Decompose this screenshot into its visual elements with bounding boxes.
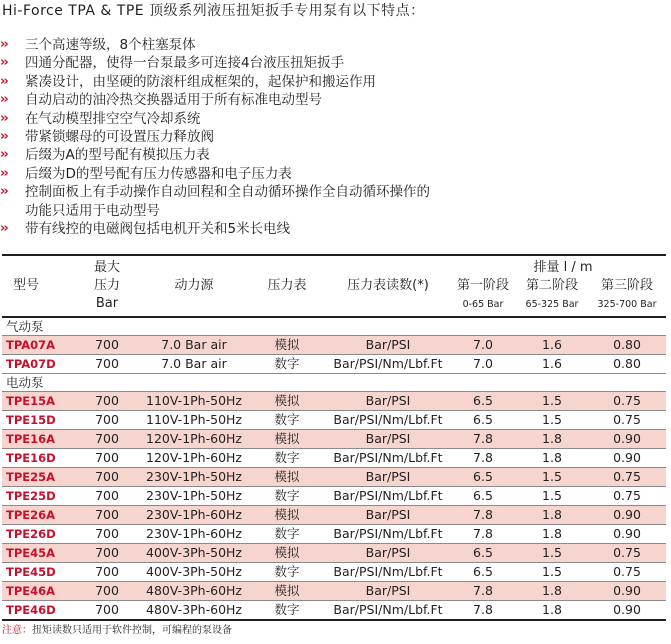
cell-max-pressure: 700 <box>95 488 119 503</box>
cell-gauge-reading: Bar/PSI/Nm/Lbf.Ft <box>333 602 443 617</box>
feature-text: 自动启动的油冷热交换器适用于所有标准电动型号 <box>25 92 322 109</box>
cell-gauge: 模拟 <box>274 545 300 560</box>
feature-text: 紧凑设计，由坚硬的防滚杆组成框架的，起保护和搬运作用 <box>25 73 376 90</box>
cell-stage2: 1.8 <box>542 450 562 465</box>
header-flow: 排量 l / m <box>533 260 593 275</box>
cell-max-pressure: 700 <box>95 393 119 408</box>
cell-gauge-reading: Bar/PSI <box>365 431 411 446</box>
cell-gauge: 数字 <box>274 602 300 617</box>
footnote-label: 注意： <box>2 625 32 636</box>
cell-power-source: 230V-1Ph-60Hz <box>146 526 242 541</box>
chevron-bullet-icon: ›› <box>0 220 7 236</box>
feature-item <box>0 91 668 109</box>
feature-item <box>0 110 668 128</box>
cell-gauge-reading: Bar/PSI <box>365 337 411 352</box>
cell-stage3: 0.90 <box>613 526 641 541</box>
cell-stage2: 1.8 <box>542 507 562 522</box>
cell-power-source: 110V-1Ph-50Hz <box>146 412 242 427</box>
header-stage1: 第一阶段 <box>456 278 509 293</box>
feature-item <box>0 54 668 72</box>
cell-max-pressure: 700 <box>95 583 119 598</box>
cell-stage3: 0.90 <box>613 507 641 522</box>
cell-stage3: 0.80 <box>613 337 641 352</box>
cell-max-pressure: 700 <box>95 469 119 484</box>
cell-stage3: 0.90 <box>613 583 641 598</box>
section-header: 气动泵 <box>2 318 666 336</box>
cell-stage2: 1.5 <box>542 393 562 408</box>
table-row <box>2 525 666 544</box>
table-row <box>2 411 666 430</box>
cell-gauge: 模拟 <box>274 393 300 408</box>
cell-model: TPA07A <box>6 338 56 352</box>
feature-item <box>0 220 668 238</box>
cell-max-pressure: 700 <box>95 507 119 522</box>
cell-stage1: 7.0 <box>473 337 493 352</box>
cell-stage2: 1.8 <box>542 602 562 617</box>
feature-text: 后缀为A的型号配有模拟压力表 <box>25 147 210 164</box>
cell-stage1: 6.5 <box>473 488 493 503</box>
cell-model: TPA07D <box>6 357 56 371</box>
cell-stage1: 7.8 <box>473 602 493 617</box>
cell-gauge: 数字 <box>274 526 300 541</box>
cell-stage1: 6.5 <box>473 393 493 408</box>
cell-model: TPE15D <box>6 413 56 427</box>
feature-item <box>0 128 668 146</box>
cell-max-pressure: 700 <box>95 431 119 446</box>
cell-gauge: 数字 <box>274 564 300 579</box>
cell-max-pressure: 700 <box>95 450 119 465</box>
feature-item <box>0 73 668 91</box>
feature-text: 控制面板上有手动操作自动回程和全自动循环操作全自动循环操作的 <box>25 184 430 201</box>
cell-power-source: 400V-3Ph-50Hz <box>146 545 242 560</box>
feature-text: 带紧锁螺母的可设置压力释放阀 <box>25 128 214 145</box>
cell-stage1: 7.8 <box>473 431 493 446</box>
chevron-bullet-icon: ›› <box>0 165 7 181</box>
footnote-text: 扭矩读数只适用于软件控制，可编程的泵设备 <box>32 625 232 636</box>
cell-model: TPE26D <box>6 527 56 541</box>
table-row <box>2 449 666 468</box>
header-stage3-range: 325-700 Bar <box>597 299 657 310</box>
cell-stage1: 7.8 <box>473 450 493 465</box>
table-row <box>2 544 666 563</box>
section-header: 电动泵 <box>2 374 666 392</box>
chevron-bullet-icon: ›› <box>0 147 7 163</box>
cell-gauge: 数字 <box>274 412 300 427</box>
cell-stage2: 1.5 <box>542 564 562 579</box>
cell-stage3: 0.75 <box>613 469 641 484</box>
header-max-pressure-unit: Bar <box>95 296 119 311</box>
cell-max-pressure: 700 <box>95 337 119 352</box>
cell-stage2: 1.6 <box>542 337 562 352</box>
cell-stage1: 6.5 <box>473 412 493 427</box>
cell-power-source: 7.0 Bar air <box>161 337 227 352</box>
table-row <box>2 468 666 487</box>
feature-text: 四通分配器，使得一台泵最多可连接4台液压扭矩扳手 <box>25 55 345 72</box>
cell-max-pressure: 700 <box>95 602 119 617</box>
table-row <box>2 582 666 601</box>
cell-gauge-reading: Bar/PSI <box>365 469 411 484</box>
cell-gauge-reading: Bar/PSI/Nm/Lbf.Ft <box>333 412 443 427</box>
cell-max-pressure: 700 <box>95 545 119 560</box>
cell-max-pressure: 700 <box>95 356 119 371</box>
cell-power-source: 230V-1Ph-50Hz <box>146 469 242 484</box>
cell-stage1: 7.0 <box>473 356 493 371</box>
cell-model: TPE25A <box>6 470 56 484</box>
cell-gauge: 数字 <box>274 356 300 371</box>
table-row <box>2 506 666 525</box>
cell-stage2: 1.8 <box>542 431 562 446</box>
cell-power-source: 120V-1Ph-60Hz <box>146 431 242 446</box>
cell-power-source: 230V-1Ph-60Hz <box>146 507 242 522</box>
cell-gauge: 模拟 <box>274 337 300 352</box>
table-body <box>2 318 666 621</box>
cell-power-source: 230V-1Ph-50Hz <box>146 488 242 503</box>
chevron-bullet-icon: ›› <box>0 37 7 52</box>
cell-gauge-reading: Bar/PSI <box>365 583 411 598</box>
cell-model: TPE16A <box>6 432 56 446</box>
chevron-bullet-icon: ›› <box>0 73 7 89</box>
feature-item <box>0 202 668 220</box>
cell-gauge-reading: Bar/PSI/Nm/Lbf.Ft <box>333 526 443 541</box>
cell-power-source: 480V-3Ph-60Hz <box>146 602 242 617</box>
feature-item <box>0 146 668 164</box>
cell-model: TPE16D <box>6 451 56 465</box>
table-row <box>2 336 666 355</box>
cell-stage2: 1.5 <box>542 545 562 560</box>
table-row <box>2 430 666 449</box>
cell-stage3: 0.90 <box>613 431 641 446</box>
feature-item <box>0 165 668 183</box>
cell-stage3: 0.75 <box>613 564 641 579</box>
cell-power-source: 480V-3Ph-60Hz <box>146 583 242 598</box>
cell-stage2: 1.5 <box>542 412 562 427</box>
cell-stage3: 0.90 <box>613 450 641 465</box>
table-row <box>2 563 666 582</box>
cell-stage3: 0.90 <box>613 602 641 617</box>
header-max-pressure-line2: 压力 <box>93 278 120 293</box>
cell-stage3: 0.80 <box>613 356 641 371</box>
cell-stage1: 6.5 <box>473 545 493 560</box>
spec-table <box>2 254 666 621</box>
feature-text: 后缀为D的型号配有压力传感器和电子压力表 <box>25 165 292 182</box>
cell-gauge-reading: Bar/PSI/Nm/Lbf.Ft <box>333 356 443 371</box>
header-max-pressure-line1: 最大 <box>93 260 120 275</box>
header-model: 型号 <box>12 278 39 293</box>
feature-item <box>0 36 668 54</box>
chevron-bullet-icon: ›› <box>0 92 7 108</box>
table-row <box>2 392 666 411</box>
feature-text: 在气动模型排空空气冷却系统 <box>25 110 201 127</box>
cell-model: TPE26A <box>6 508 56 522</box>
cell-gauge-reading: Bar/PSI <box>365 545 411 560</box>
cell-stage3: 0.75 <box>613 488 641 503</box>
cell-power-source: 110V-1Ph-50Hz <box>146 393 242 408</box>
cell-gauge: 模拟 <box>274 431 300 446</box>
cell-power-source: 400V-3Ph-50Hz <box>146 564 242 579</box>
header-stage2-range: 65-325 Bar <box>525 299 579 310</box>
cell-stage3: 0.75 <box>613 412 641 427</box>
cell-power-source: 7.0 Bar air <box>161 356 227 371</box>
footnote <box>2 624 232 638</box>
cell-gauge: 数字 <box>274 488 300 503</box>
cell-gauge: 模拟 <box>274 507 300 522</box>
feature-text: 三个高速等级，8个柱塞泵体 <box>25 37 196 53</box>
cell-model: TPE46A <box>6 584 56 598</box>
cell-gauge-reading: Bar/PSI <box>365 507 411 522</box>
table-header <box>2 254 666 318</box>
cell-stage1: 7.8 <box>473 507 493 522</box>
cell-stage2: 1.8 <box>542 583 562 598</box>
cell-model: TPE46D <box>6 603 56 617</box>
feature-text: 功能只适用于电动型号 <box>25 202 160 219</box>
table-row <box>2 487 666 506</box>
chevron-bullet-icon: ›› <box>0 184 7 200</box>
cell-power-source: 120V-1Ph-60Hz <box>146 450 242 465</box>
cell-stage3: 0.75 <box>613 545 641 560</box>
cell-stage2: 1.5 <box>542 488 562 503</box>
cell-gauge-reading: Bar/PSI/Nm/Lbf.Ft <box>333 450 443 465</box>
header-stage2: 第二阶段 <box>525 278 578 293</box>
chevron-bullet-icon: ›› <box>0 128 7 144</box>
table-row <box>2 355 666 374</box>
cell-stage1: 7.8 <box>473 526 493 541</box>
cell-stage1: 6.5 <box>473 469 493 484</box>
cell-gauge-reading: Bar/PSI/Nm/Lbf.Ft <box>333 488 443 503</box>
cell-gauge: 数字 <box>274 450 300 465</box>
cell-max-pressure: 700 <box>95 526 119 541</box>
page-title: Hi-Force TPA & TPE 顶级系列液压扭矩扳手专用泵有以下特点： <box>2 3 425 19</box>
feature-item <box>0 183 668 201</box>
cell-model: TPE15A <box>6 394 56 408</box>
cell-max-pressure: 700 <box>95 564 119 579</box>
cell-stage3: 0.75 <box>613 393 641 408</box>
cell-model: TPE45D <box>6 565 56 579</box>
cell-stage2: 1.5 <box>542 469 562 484</box>
cell-gauge: 模拟 <box>274 583 300 598</box>
chevron-bullet-icon: ›› <box>0 110 7 126</box>
cell-gauge-reading: Bar/PSI <box>365 393 411 408</box>
feature-text: 带有线控的电磁阀包括电机开关和5米长电线 <box>25 220 291 237</box>
cell-stage1: 7.8 <box>473 583 493 598</box>
cell-model: TPE45A <box>6 546 56 560</box>
cell-gauge-reading: Bar/PSI/Nm/Lbf.Ft <box>333 564 443 579</box>
cell-model: TPE25D <box>6 489 56 503</box>
cell-stage1: 6.5 <box>473 564 493 579</box>
header-power: 动力源 <box>174 278 214 293</box>
cell-stage2: 1.8 <box>542 526 562 541</box>
header-stage3: 第三阶段 <box>600 278 653 293</box>
header-stage1-range: 0-65 Bar <box>462 299 504 310</box>
cell-max-pressure: 700 <box>95 412 119 427</box>
feature-list <box>0 36 668 238</box>
table-row <box>2 601 666 621</box>
cell-stage2: 1.6 <box>542 356 562 371</box>
chevron-bullet-icon: ›› <box>0 55 7 71</box>
cell-gauge: 模拟 <box>274 469 300 484</box>
header-gauge-reading: 压力表读数(*) <box>347 278 429 293</box>
header-gauge: 压力表 <box>267 278 307 293</box>
